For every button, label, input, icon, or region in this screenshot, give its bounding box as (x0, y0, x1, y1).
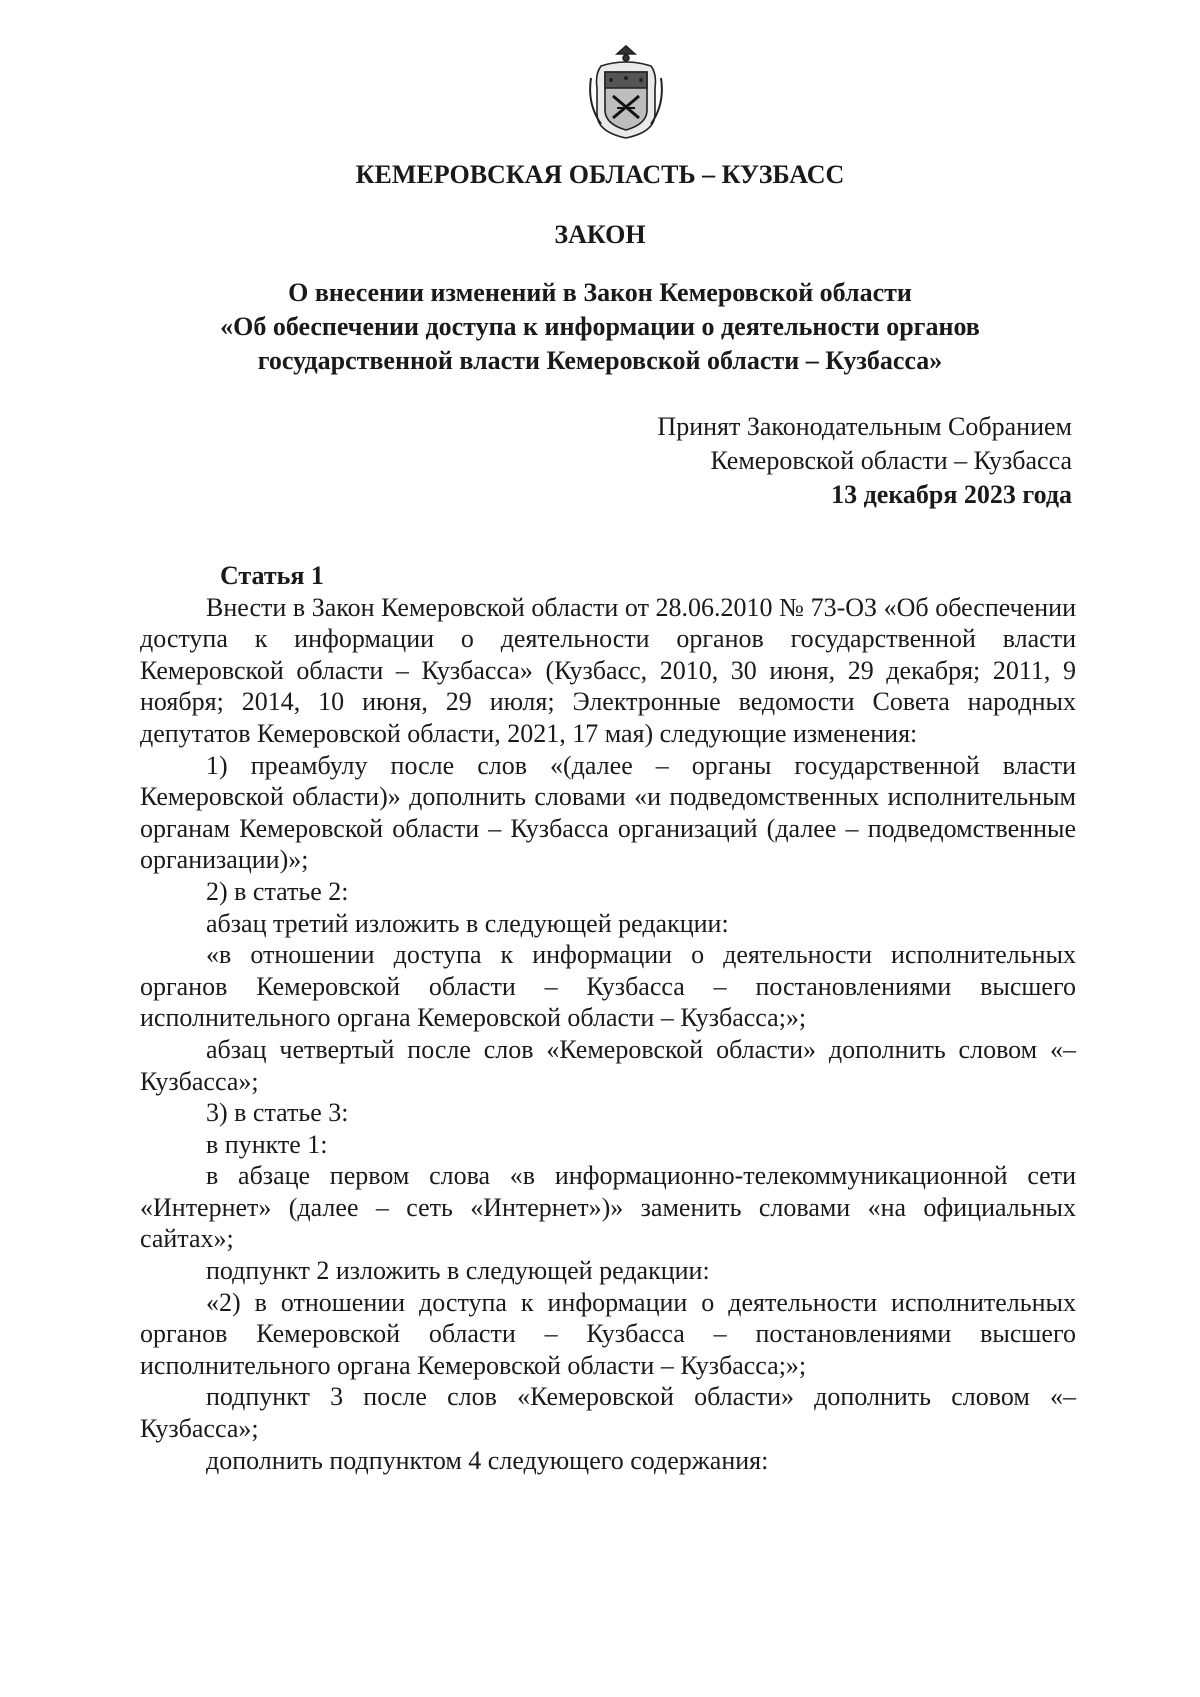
law-title-line: государственной власти Кемеровской области – Кузбасса» (257, 346, 943, 375)
paragraph: 2) в статье 2: (206, 876, 349, 906)
paragraph: Внести в Закон Кемеровской области от 28.06.2010 № 73-ОЗ «Об обеспечении доступа к информации о деятельности органов государственной власти Кемеровской области – Кузбасса» (Кузбасс, 2010, 30 июня, 29 декабря; 2011, 9 ноября; 2014, 10 июня, 29 июля; Электронные ведомости Совета народных депутатов Кемеровской области, 2021, 17 мая) следующие изменения: (140, 592, 1076, 748)
paragraph: абзац четвертый после слов «Кемеровской области» дополнить словом «– Кузбасса»; (140, 1034, 1076, 1096)
kuzbass-coat-of-arms-icon (587, 44, 665, 140)
paragraph: абзац третий изложить в следующей редакции: (206, 908, 729, 938)
law-title-line: О внесении изменений в Закон Кемеровской области (288, 278, 912, 307)
paragraph: «2) в отношении доступа к информации о деятельности исполнительных органов Кемеровской области – Кузбасса – постановлениями высшего исполнительного органа Кемеровской области – Кузбасса;»; (140, 1287, 1076, 1380)
paragraph: в пункте 1: (206, 1129, 328, 1159)
paragraph: подпункт 3 после слов «Кемеровской области» дополнить словом «– Кузбасса»; (140, 1382, 1076, 1444)
adoption-block (657, 410, 1072, 512)
paragraph: 3) в статье 3: (206, 1098, 349, 1128)
paragraph: в абзаце первом слова «в информационно-телекоммуникационной сети «Интернет» (далее – сеть «Интернет»)» заменить словами «на официальных сайтах»; (140, 1161, 1076, 1254)
law-title (0, 276, 1200, 378)
law-title-line: «Об обеспечении доступа к информации о деятельности органов (220, 312, 980, 341)
region-title: КЕМЕРОВСКАЯ ОБЛАСТЬ – КУЗБАСС (355, 160, 845, 189)
adoption-date: 13 декабря 2023 года (831, 480, 1072, 509)
document-type: ЗАКОН (554, 220, 646, 249)
paragraph: дополнить подпунктом 4 следующего содержания: (206, 1445, 769, 1475)
article-body (140, 560, 1076, 1476)
paragraph: 1) преамбулу после слов «(далее – органы государственной власти Кемеровской области)» дополнить словами «и подведомственных исполнительным органам Кемеровской области – Кузбасса организаций (далее – подведомственные организации)»; (140, 750, 1076, 875)
article-title: Статья 1 (220, 561, 324, 590)
paragraph: подпункт 2 изложить в следующей редакции: (206, 1256, 710, 1286)
paragraph: «в отношении доступа к информации о деятельности исполнительных органов Кемеровской области – Кузбасса – постановлениями высшего исполнительного органа Кемеровской области – Кузбасса;»; (140, 940, 1076, 1033)
adoption-line: Кемеровской области – Кузбасса (710, 446, 1072, 475)
adoption-line: Принят Законодательным Собранием (657, 412, 1072, 441)
